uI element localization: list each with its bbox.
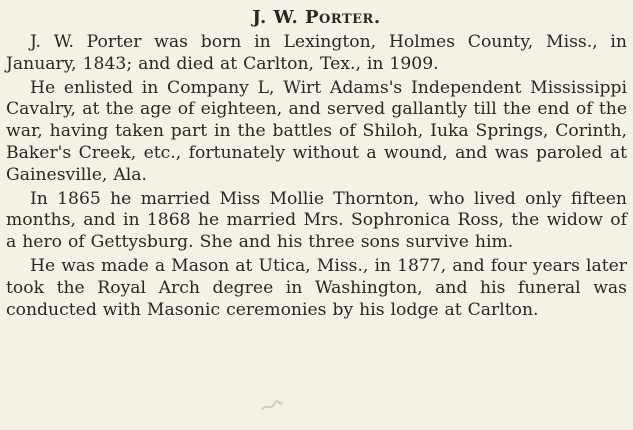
paragraph-military-service: He enlisted in Company L, Wirt Adams's Independent Mississippi Cavalry, at the age of eighteen, and served gallantly till the end of the war, having taken part in the battles of Shiloh, Iuka Springs, Corinth, Baker's Creek, etc., fortunately without a wound, and was paroled at Gainesville, Ala. (6, 77, 627, 185)
heading-surname: Porter. (305, 7, 381, 28)
paragraph-marriages: In 1865 he married Miss Mollie Thornton, who lived only fifteen months, and in 1868 he married Mrs. Sophronica Ross, the widow of a hero of Gettysburg. She and his three sons survive him. (6, 188, 627, 253)
paragraph-masonic: He was made a Mason at Utica, Miss., in 1877, and four years later took the Royal Arch degree in Washington, and his funeral was conducted with Masonic ceremonies by his lodge at Carlton. (6, 255, 627, 320)
ink-smudge-mark (260, 398, 284, 414)
obituary-heading (6, 6, 627, 30)
paragraph-birth-death: J. W. Porter was born in Lexington, Holmes County, Miss., in January, 1843; and died at Carlton, Tex., in 1909. (6, 32, 627, 74)
heading-initials: J. W. (252, 7, 299, 28)
